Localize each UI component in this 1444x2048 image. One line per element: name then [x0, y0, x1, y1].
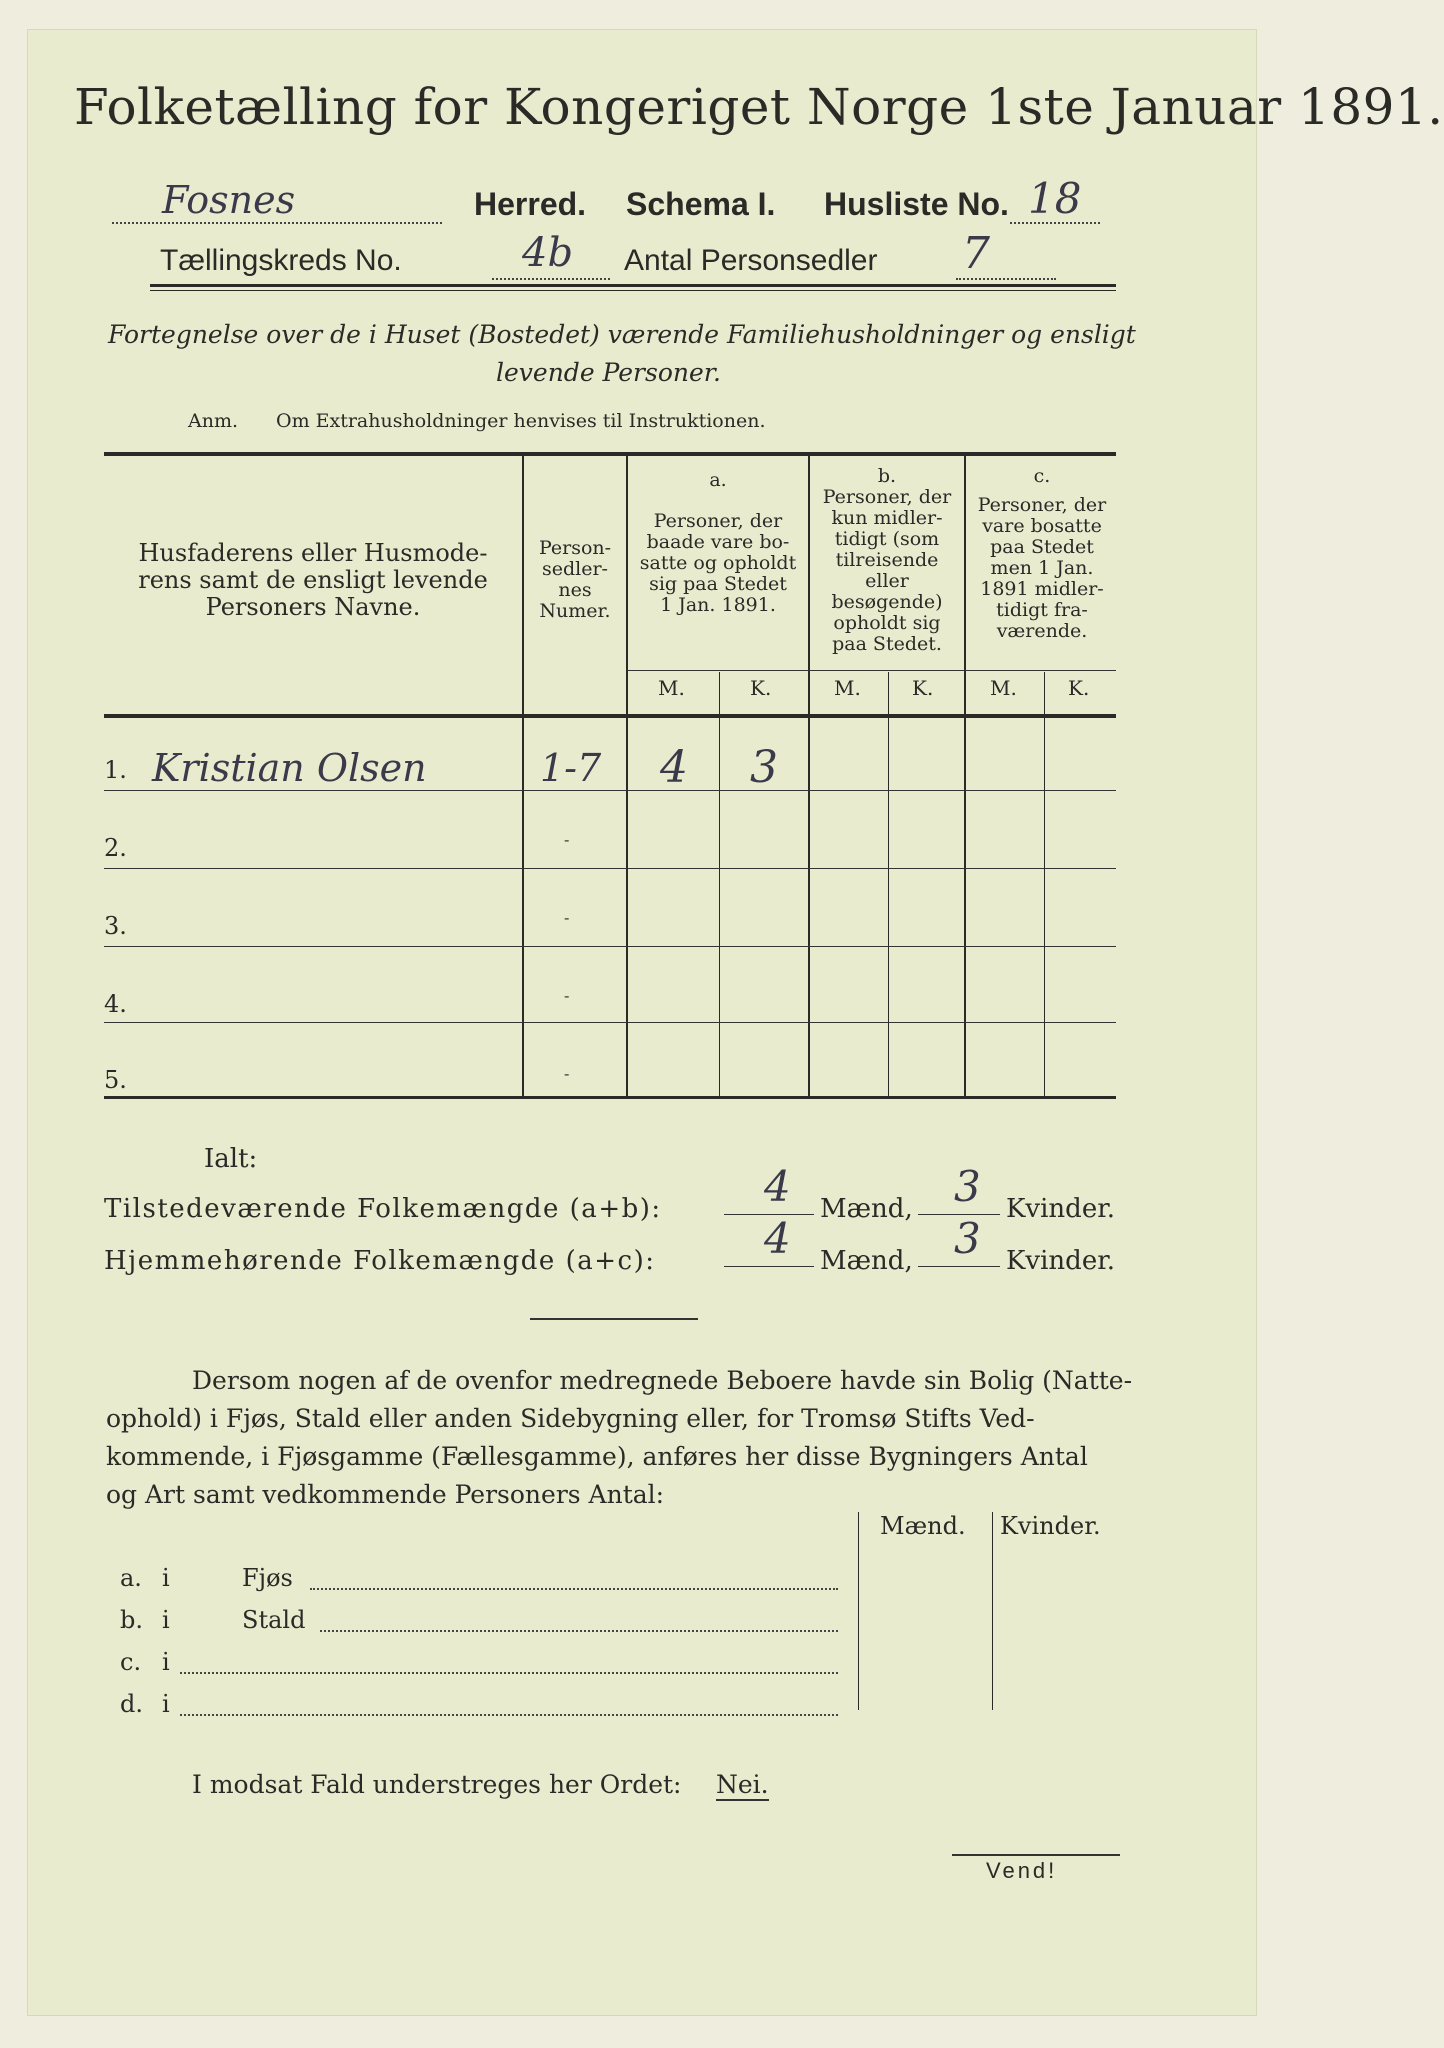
- header-c-line1: Personer, der: [977, 494, 1107, 516]
- herred-label: Herred.: [474, 186, 587, 222]
- header-b-line3: tidigt (som: [834, 528, 940, 550]
- header-a-line4: sig paa Stedet: [649, 573, 787, 595]
- tilstede-k-field: [918, 1162, 1000, 1215]
- hjemme-maend: Mænd,: [820, 1246, 913, 1276]
- item-b-prep: i: [162, 1606, 170, 1634]
- item-d-dots: [180, 1714, 838, 1716]
- para-line4: og Art samt vedkommende Personers Antal:: [106, 1480, 665, 1509]
- header-a-line5: 1 Jan. 1891.: [660, 594, 776, 616]
- header-names-line2: rens samt de ensligt levende: [138, 566, 488, 594]
- header-b-line1: Personer, der: [822, 486, 952, 508]
- row-1-a-k: 3: [750, 742, 778, 793]
- row-5-numer: -: [564, 1064, 570, 1083]
- tilstede-m-field: [724, 1162, 814, 1215]
- row-5-num: 5.: [104, 1066, 127, 1094]
- header-c-line2: vare bosatte: [982, 515, 1102, 537]
- row-4-num: 4.: [104, 990, 127, 1018]
- header-b-line5: eller: [865, 570, 909, 592]
- hjemme-m-field: [724, 1214, 814, 1267]
- item-c-dots: [180, 1672, 838, 1674]
- schema-label: Schema I.: [626, 186, 776, 222]
- col-maend-label: Mænd.: [880, 1512, 966, 1540]
- kreds-field: [492, 230, 610, 280]
- mk-c-m: M.: [990, 676, 1017, 700]
- herred-value: Fosnes: [162, 178, 296, 222]
- tilstede-m-value: 4: [764, 1162, 791, 1211]
- header-group-a: [628, 470, 808, 616]
- header-rule-thin: [150, 290, 1116, 291]
- hjemme-m-value: 4: [764, 1214, 791, 1263]
- husliste-value: 18: [1028, 174, 1082, 223]
- para-line2: ophold) i Fjøs, Stald eller anden Sidebygning eller, for Tromsø Stifts Ved-: [106, 1404, 1035, 1433]
- form-title: Folketælling for Kongeriget Norge 1ste Januar 1891.: [74, 78, 1444, 136]
- mk-b-k: K.: [912, 676, 934, 700]
- mk-b-m: M.: [834, 676, 861, 700]
- header-b-line7: opholdt sig: [833, 612, 941, 634]
- intro-line1: Fortegnelse over de i Huset (Bostedet) værende Familiehusholdninger og ensligt: [108, 320, 1136, 349]
- mk-a-m: M.: [658, 676, 685, 700]
- header-numbers-line1: Person-: [538, 537, 612, 559]
- header-b-line8: paa Stedet.: [832, 633, 942, 655]
- section-divider: [530, 1318, 698, 1320]
- tilstede-k-value: 3: [954, 1162, 981, 1211]
- row-2-num: 2.: [104, 834, 127, 862]
- row-1-name: Kristian Olsen: [152, 746, 427, 790]
- row-1-a-m: 4: [660, 742, 688, 793]
- husliste-field: [1010, 174, 1100, 224]
- mk-header-rule: [628, 670, 1116, 671]
- header-b-line2: kun midler-: [831, 507, 943, 529]
- husliste-label: Husliste No.: [824, 186, 1009, 222]
- header-b-line4: tilreisende: [835, 549, 939, 571]
- header-b-line6: besøgende): [831, 591, 943, 613]
- intro-line2: levende Personer.: [496, 358, 721, 387]
- antal-label: Antal Personsedler: [624, 244, 878, 277]
- item-c-prep: i: [162, 1648, 170, 1676]
- item-d-prep: i: [162, 1690, 170, 1718]
- col-divider-a-mk: [719, 672, 720, 1096]
- header-group-c: [966, 466, 1118, 642]
- item-b-letter: b.: [120, 1606, 143, 1634]
- tilstede-label: Tilstedeværende Folkemængde (a+b):: [104, 1194, 662, 1224]
- ialt-label: Ialt:: [204, 1144, 258, 1174]
- vend-label: Vend!: [986, 1858, 1058, 1883]
- row-3-num: 3.: [104, 912, 127, 940]
- anm-label: Anm.: [188, 410, 239, 432]
- mk-c-k: K.: [1068, 676, 1090, 700]
- para-line1: Dersom nogen af de ovenfor medregnede Beboere havde sin Bolig (Natte-: [192, 1366, 1133, 1395]
- herred-field: [112, 178, 442, 224]
- header-c-line5: 1891 midler-: [980, 578, 1104, 600]
- header-a-line1: Personer, der: [653, 510, 783, 532]
- row-rule-2: [104, 868, 1116, 869]
- header-group-b: [810, 466, 964, 655]
- header-numbers-line2: sedler-: [542, 558, 608, 580]
- header-group-a-letter: a.: [709, 469, 727, 491]
- header-numbers-line3: nes: [558, 579, 592, 601]
- header-group-c-letter: c.: [1033, 465, 1051, 487]
- header-numbers-line4: Numer.: [539, 600, 611, 622]
- header-c-line4: men 1 Jan.: [990, 557, 1094, 579]
- header-c-line7: værende.: [996, 620, 1088, 642]
- item-a-dots: [310, 1588, 838, 1590]
- row-1-numer: 1-7: [540, 746, 602, 790]
- row-4-numer: -: [564, 986, 570, 1005]
- item-d-letter: d.: [120, 1690, 143, 1718]
- row-rule-3: [104, 946, 1116, 947]
- header-a-line3: satte og opholdt: [639, 552, 797, 574]
- row-rule-4: [104, 1022, 1116, 1023]
- tilstede-kvinder: Kvinder.: [1006, 1194, 1116, 1224]
- hjemme-k-field: [918, 1214, 1000, 1267]
- row-1-num: 1.: [104, 756, 127, 784]
- row-rule-1: [104, 790, 1116, 791]
- header-rule: [150, 284, 1116, 287]
- hjemme-k-value: 3: [954, 1214, 981, 1263]
- item-a-prep: i: [162, 1564, 170, 1592]
- tilstede-maend: Mænd,: [820, 1194, 913, 1224]
- anm-text: Om Extrahusholdninger henvises til Instruktionen.: [276, 410, 766, 432]
- sub-col-divider-1: [858, 1512, 859, 1710]
- row-2-numer: -: [564, 830, 570, 849]
- modsat-text: I modsat Fald understreges her Ordet:: [192, 1770, 682, 1799]
- antal-value: 7: [962, 228, 990, 279]
- table-bottom-rule: [104, 1096, 1116, 1099]
- item-a-label: Fjøs: [242, 1564, 293, 1592]
- header-group-b-letter: b.: [877, 465, 897, 487]
- sidebygning-paragraph: [106, 1362, 1133, 1514]
- header-c-line3: paa Stedet: [990, 536, 1094, 558]
- hjemme-kvinder: Kvinder.: [1006, 1246, 1116, 1276]
- header-names-line1: Husfaderens eller Husmode-: [138, 539, 488, 567]
- nei-word: Nei.: [716, 1770, 769, 1799]
- vend-rule: [952, 1854, 1120, 1856]
- kreds-value: 4b: [522, 230, 574, 276]
- item-b-label: Stald: [242, 1606, 306, 1634]
- item-a-letter: a.: [120, 1564, 142, 1592]
- row-3-numer: -: [564, 908, 570, 927]
- header-names: [106, 540, 520, 621]
- kreds-label: Tællingskreds No.: [160, 244, 402, 277]
- sub-col-divider-2: [992, 1512, 993, 1710]
- col-kvinder-label: Kvinder.: [1000, 1512, 1101, 1540]
- col-divider-b-mk: [888, 672, 889, 1096]
- item-b-dots: [320, 1630, 838, 1632]
- header-names-line3: Personers Navne.: [205, 593, 421, 621]
- header-a-line2: baade vare bo-: [646, 531, 790, 553]
- mk-a-k: K.: [750, 676, 772, 700]
- hjemme-label: Hjemmehørende Folkemængde (a+c):: [104, 1246, 656, 1276]
- para-line3: kommende, i Fjøsgamme (Fællesgamme), anføres her disse Bygningers Antal: [106, 1442, 1088, 1471]
- item-c-letter: c.: [120, 1648, 142, 1676]
- header-numbers: [524, 538, 626, 622]
- header-c-line6: tidigt fra-: [996, 599, 1088, 621]
- col-divider-c-mk: [1044, 672, 1045, 1096]
- antal-field: [956, 228, 1056, 280]
